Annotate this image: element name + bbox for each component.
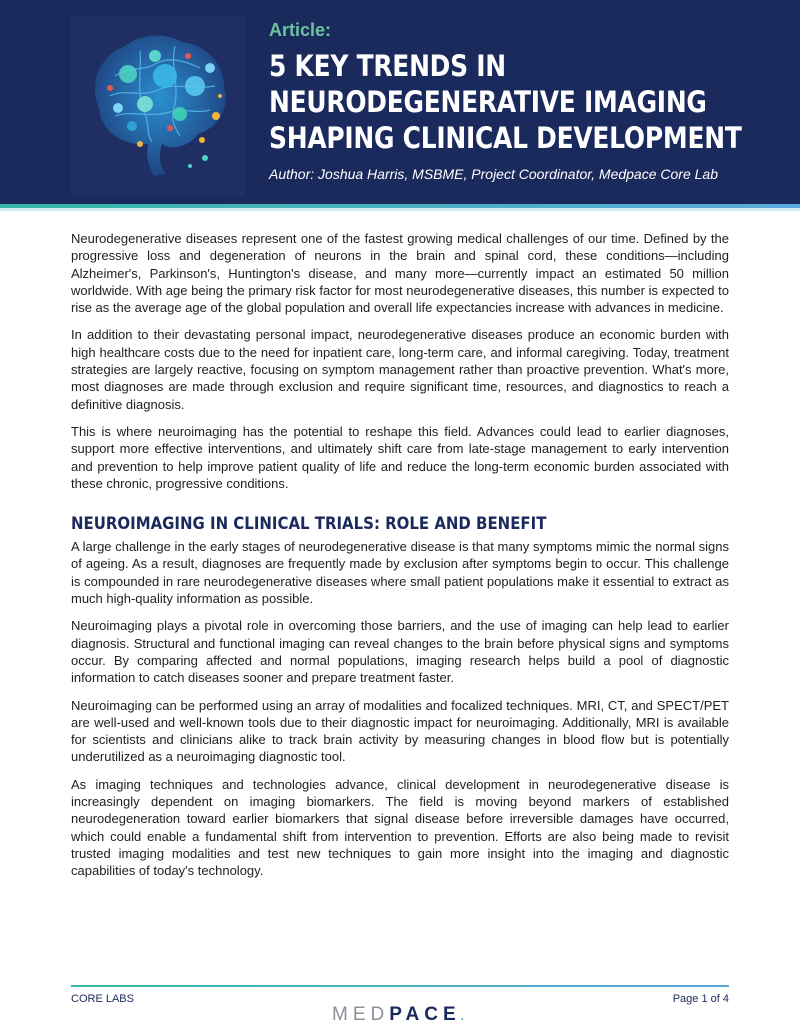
logo-dot: . — [460, 1009, 469, 1023]
header-divider-light — [0, 208, 800, 211]
title-line: NEURODEGENERATIVE IMAGING — [269, 85, 707, 119]
section-heading: NEUROIMAGING IN CLINICAL TRIALS: ROLE AND BENEFIT — [71, 514, 547, 535]
footer-section-label: CORE LABS — [71, 993, 134, 1005]
article-body — [71, 230, 729, 890]
section-paragraph: Neuroimaging plays a pivotal role in overcoming those barriers, and the use of imaging can help lead to earlier diagnosis. Structural and functional imaging can reveal changes to the brain before physical signs and symptoms occur. By comparing affected and normal populations, imaging research helps build a pool of diagnostic information to catch diseases sooner and prepare treatment faster. — [71, 618, 729, 686]
section-paragraph: As imaging techniques and technologies advance, clinical development in neurodegenerative disease is increasingly dependent on imaging biomarkers. The field is moving beyond markers of established neurodegeneration toward earlier biomarkers that signal disease before irreversible damages have occurred, which could enable a fundamental shift from intervention to prevention. Efforts are also being made to revisit trusted imaging modalities and test new techniques to gain more insight into the imaging and diagnostic capabilities of today's technology. — [71, 776, 729, 879]
author-line: Author: Joshua Harris, MSBME, Project Coordinator, Medpace Core Lab — [269, 166, 718, 182]
brain-illustration — [70, 16, 245, 196]
section-paragraph: Neuroimaging can be performed using an array of modalities and focalized techniques. MRI, CT, and SPECT/PET are well-used and well-known tools due to their diagnostic impact for neuroimaging. Additionally, MRI is available for scientists and clinicians alike to track brain activity by measuring changes in blood flow but is potentially underutilized as a neuroimaging diagnostic tool. — [71, 697, 729, 765]
title-line: SHAPING CLINICAL DEVELOPMENT — [269, 121, 742, 155]
page-number: Page 1 of 4 — [672, 993, 729, 1005]
intro-paragraph: In addition to their devastating personal impact, neurodegenerative diseases produce an economic burden with high healthcare costs due to the need for inpatient care, long-term care, and informal caregiving. Today, treatment strategies are largely reactive, focusing on symptom management rather than proactive prevention. What's more, most diagnoses are made through exclusion and require significant time, resources, and diagnostics to reach a definitive diagnosis. — [71, 327, 729, 412]
title-line: 5 KEY TRENDS IN — [269, 49, 506, 83]
medpace-logo — [332, 1004, 472, 1026]
intro-paragraph: This is where neuroimaging has the potential to reshape this field. Advances could lead to earlier diagnoses, support more effective interventions, and ultimately shift care from late-stage management to early intervention and prevention to help improve patient quality of life and reduce the long-term economic burden associated with these chronic, progressive conditions. — [71, 423, 729, 491]
header-banner — [0, 0, 800, 204]
intro-paragraph: Neurodegenerative diseases represent one of the fastest growing medical challenges of our time. Defined by the progressive loss and degeneration of neurons in the brain and spinal cord, these conditions—including Alzheimer's, Parkinson's, Huntington's disease, and many more—currently impact an estimated 50 million worldwide. With age being the primary risk factor for most neurodegenerative diseases, this number is expected to rise as the average age of the global population and overall life expectancies increase with advances in medicine. — [71, 231, 729, 316]
logo-text-med: MED — [332, 1004, 390, 1025]
article-label: Article: — [269, 20, 332, 40]
logo-text-pace: PACE — [389, 1004, 461, 1025]
footer-divider — [71, 985, 729, 987]
section-paragraph: A large challenge in the early stages of neurodegenerative disease is that many symptoms mimic the normal signs of ageing. As a result, diagnoses are frequently made by exclusion after symptoms begin to occur. This challenge is compounded in rare neurodegenerative diseases where small patient populations make it essential to extract as much high-quality information as possible. — [71, 539, 729, 607]
article-title — [269, 48, 742, 156]
